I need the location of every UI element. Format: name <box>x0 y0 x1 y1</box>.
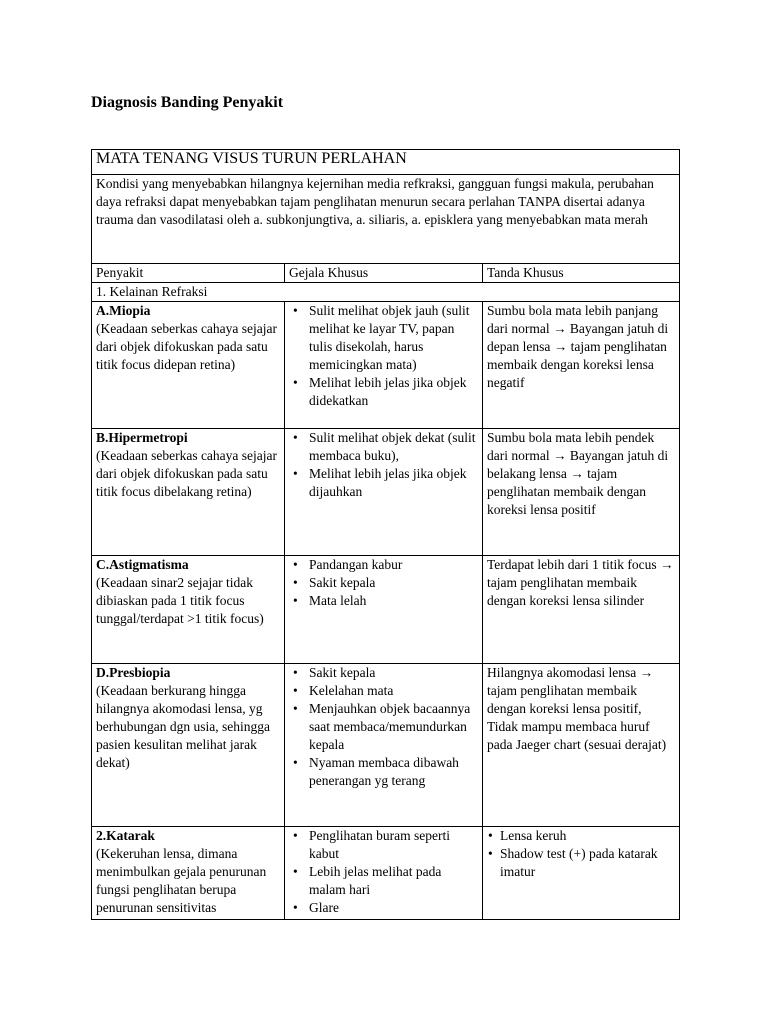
gejala-cell <box>285 827 483 920</box>
list-item: • Melihat lebih jelas jika objek didekatkan <box>289 374 478 410</box>
list-item: • Kelelahan mata <box>289 682 478 700</box>
gejala-cell <box>285 556 483 664</box>
table-heading-row <box>92 150 680 175</box>
table-row <box>92 827 680 920</box>
diagnosis-table <box>91 149 680 920</box>
list-item: • Lensa keruh <box>486 827 675 845</box>
disease-description: (Keadaan sinar2 sejajar tidak dibiaskan pada 1 titik focus tunggal/terdapat >1 titik focus) <box>96 575 264 626</box>
gejala-list <box>289 302 478 410</box>
tanda-cell: Sumbu bola mata lebih panjang dari normal → Bayangan jatuh di depan lensa → tajam penglihatan membaik dengan koreksi lensa negatif <box>483 302 680 429</box>
list-item: • Pandangan kabur <box>289 556 478 574</box>
table-row <box>92 664 680 827</box>
section-label: 1. Kelainan Refraksi <box>92 283 680 302</box>
column-header-row <box>92 264 680 283</box>
section-row-kelainan-refraksi <box>92 283 680 302</box>
column-header-penyakit: Penyakit <box>92 264 285 283</box>
disease-cell <box>92 827 285 920</box>
table-description: Kondisi yang menyebabkan hilangnya kejernihan media refkraksi, gangguan fungsi makula, perubahan daya refraksi dapat menyebabkan tajam penglihatan menurun secara perlahan TANPA disertai adanya trauma dan vasodilatasi oleh a. subkonjungtiva, a. siliaris, a. episklera yang menyebabkan mata merah <box>92 175 680 264</box>
tanda-text-extra: Tidak mampu membaca huruf pada Jaeger chart (sesuai derajat) <box>487 719 667 752</box>
gejala-list <box>289 429 478 501</box>
list-item: • Shadow test (+) pada katarak imatur <box>486 845 675 881</box>
disease-description: (Keadaan berkurang hingga hilangnya akomodasi lensa, yg berhubungan dgn usia, sehingga pasien kesulitan melihat jarak dekat) <box>96 683 270 770</box>
gejala-cell <box>285 664 483 827</box>
disease-name: 2.Katarak <box>96 828 155 843</box>
list-item: • Sulit melihat objek dekat (sulit membaca buku), <box>289 429 478 465</box>
disease-description: (Keadaan seberkas cahaya sejajar dari objek difokuskan pada satu titik focus didepan retina) <box>96 321 278 372</box>
disease-name: D.Presbiopia <box>96 665 171 680</box>
table-row <box>92 429 680 556</box>
gejala-cell <box>285 302 483 429</box>
list-item: • Sulit melihat objek jauh (sulit melihat ke layar TV, papan tulis disekolah, harus memicingkan mata) <box>289 302 478 374</box>
gejala-list <box>289 556 478 610</box>
disease-cell <box>92 429 285 556</box>
disease-cell <box>92 664 285 827</box>
tanda-cell: Sumbu bola mata lebih pendek dari normal → Bayangan jatuh di belakang lensa → tajam penglihatan membaik dengan koreksi lensa positif <box>483 429 680 556</box>
table-row <box>92 556 680 664</box>
table-heading: MATA TENANG VISUS TURUN PERLAHAN <box>92 150 680 175</box>
disease-name: B.Hipermetropi <box>96 430 188 445</box>
disease-description: (Keadaan seberkas cahaya sejajar dari objek difokuskan pada satu titik focus dibelakang retina) <box>96 448 278 499</box>
gejala-list <box>289 664 478 790</box>
disease-cell <box>92 556 285 664</box>
disease-description: (Kekeruhan lensa, dimana menimbulkan gejala penurunan fungsi penglihatan berupa penurunan sensitivitas <box>96 846 267 915</box>
list-item: • Glare <box>289 899 478 917</box>
disease-name: A.Miopia <box>96 303 151 318</box>
list-item: • Melihat lebih jelas jika objek dijauhkan <box>289 465 478 501</box>
tanda-cell <box>483 664 680 827</box>
column-header-tanda: Tanda Khusus <box>483 264 680 283</box>
list-item: • Menjauhkan objek bacaannya saat membaca/memundurkan kepala <box>289 700 478 754</box>
column-header-gejala: Gejala Khusus <box>285 264 483 283</box>
list-item: • Sakit kepala <box>289 664 478 682</box>
tanda-list <box>486 827 675 881</box>
list-item: • Sakit kepala <box>289 574 478 592</box>
list-item: • Mata lelah <box>289 592 478 610</box>
document-title: Diagnosis Banding Penyakit <box>91 94 284 111</box>
list-item: • Lebih jelas melihat pada malam hari <box>289 863 478 899</box>
gejala-cell <box>285 429 483 556</box>
list-item: • Penglihatan buram seperti kabut <box>289 827 478 863</box>
gejala-list <box>289 827 478 917</box>
tanda-cell: Terdapat lebih dari 1 titik focus → tajam penglihatan membaik dengan koreksi lensa silinder <box>483 556 680 664</box>
disease-name: C.Astigmatisma <box>96 557 189 572</box>
table-description-row <box>92 175 680 264</box>
tanda-text: Hilangnya akomodasi lensa → tajam penglihatan membaik dengan koreksi lensa positif, <box>487 665 654 716</box>
table-row <box>92 302 680 429</box>
disease-cell <box>92 302 285 429</box>
tanda-cell <box>483 827 680 920</box>
list-item: • Nyaman membaca dibawah penerangan yg terang <box>289 754 478 790</box>
